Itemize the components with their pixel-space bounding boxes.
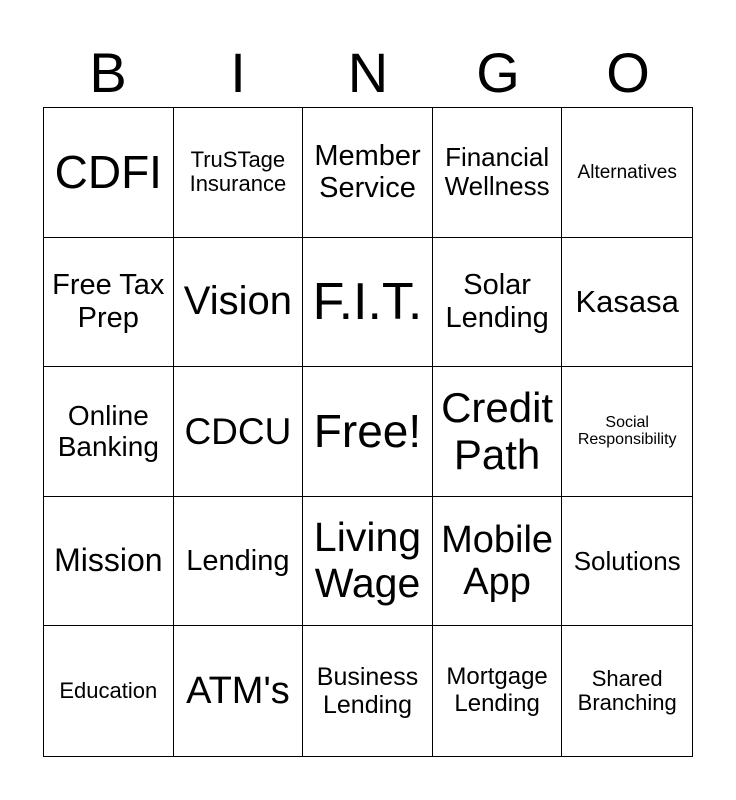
- bingo-cell[interactable]: [44, 238, 174, 368]
- bingo-cell[interactable]: [562, 626, 692, 756]
- header-letter-g: G: [476, 41, 520, 104]
- bingo-cell[interactable]: [44, 367, 174, 497]
- bingo-cell[interactable]: [174, 238, 304, 368]
- cell-label: Social Responsibility: [577, 413, 677, 449]
- bingo-cell[interactable]: [433, 367, 563, 497]
- bingo-cell[interactable]: [433, 626, 563, 756]
- bingo-cell[interactable]: [433, 497, 563, 627]
- cell-label: Living Wage: [313, 514, 422, 607]
- bingo-cell[interactable]: [562, 238, 692, 368]
- cell-label: Free!: [313, 404, 422, 457]
- bingo-cell[interactable]: [303, 626, 433, 756]
- cell-label: Business Lending: [316, 663, 419, 720]
- bingo-cell[interactable]: [44, 626, 174, 756]
- bingo-cell[interactable]: [562, 108, 692, 238]
- bingo-cell-center[interactable]: [303, 367, 433, 497]
- cell-label: Member Service: [314, 139, 421, 205]
- cell-label: CDFI: [54, 145, 162, 198]
- bingo-header: [43, 40, 693, 106]
- header-letter-o: O: [606, 41, 650, 104]
- cell-label: Lending: [186, 544, 290, 577]
- header-letter-b: B: [89, 41, 127, 104]
- cell-label: F.I.T.: [312, 272, 423, 331]
- cell-label: Vision: [183, 279, 292, 324]
- cell-label: Mobile App: [441, 518, 554, 604]
- cell-label: Solutions: [573, 545, 681, 576]
- cell-label: Online Banking: [57, 400, 159, 463]
- bingo-board: [43, 107, 693, 757]
- cell-label: CDCU: [184, 410, 292, 452]
- cell-label: Free Tax Prep: [52, 269, 165, 334]
- cell-label: Credit Path: [441, 384, 554, 479]
- bingo-cell[interactable]: [303, 497, 433, 627]
- bingo-cell[interactable]: [174, 108, 304, 238]
- bingo-cell[interactable]: [174, 497, 304, 627]
- bingo-cell[interactable]: [44, 497, 174, 627]
- cell-label: TruSTage Insurance: [189, 146, 287, 197]
- bingo-cell[interactable]: [174, 626, 304, 756]
- cell-label: Financial Wellness: [444, 142, 550, 202]
- header-letter-n: N: [347, 41, 389, 104]
- bingo-cell[interactable]: [303, 238, 433, 368]
- bingo-cell[interactable]: [433, 108, 563, 238]
- bingo-cell[interactable]: [44, 108, 174, 238]
- cell-label: Shared Branching: [577, 665, 677, 716]
- cell-label: Solar Lending: [445, 269, 549, 334]
- bingo-cell[interactable]: [433, 238, 563, 368]
- cell-label: Mortgage Lending: [446, 663, 548, 718]
- bingo-cell[interactable]: [174, 367, 304, 497]
- bingo-cell[interactable]: [562, 497, 692, 627]
- cell-label: Mission: [54, 542, 163, 579]
- bingo-cell[interactable]: [303, 108, 433, 238]
- cell-label: Alternatives: [577, 161, 677, 183]
- cell-label: Kasasa: [575, 283, 679, 319]
- bingo-cell[interactable]: [562, 367, 692, 497]
- header-letter-i: I: [230, 41, 246, 104]
- cell-label: ATM's: [186, 669, 290, 712]
- cell-label: Education: [59, 677, 158, 703]
